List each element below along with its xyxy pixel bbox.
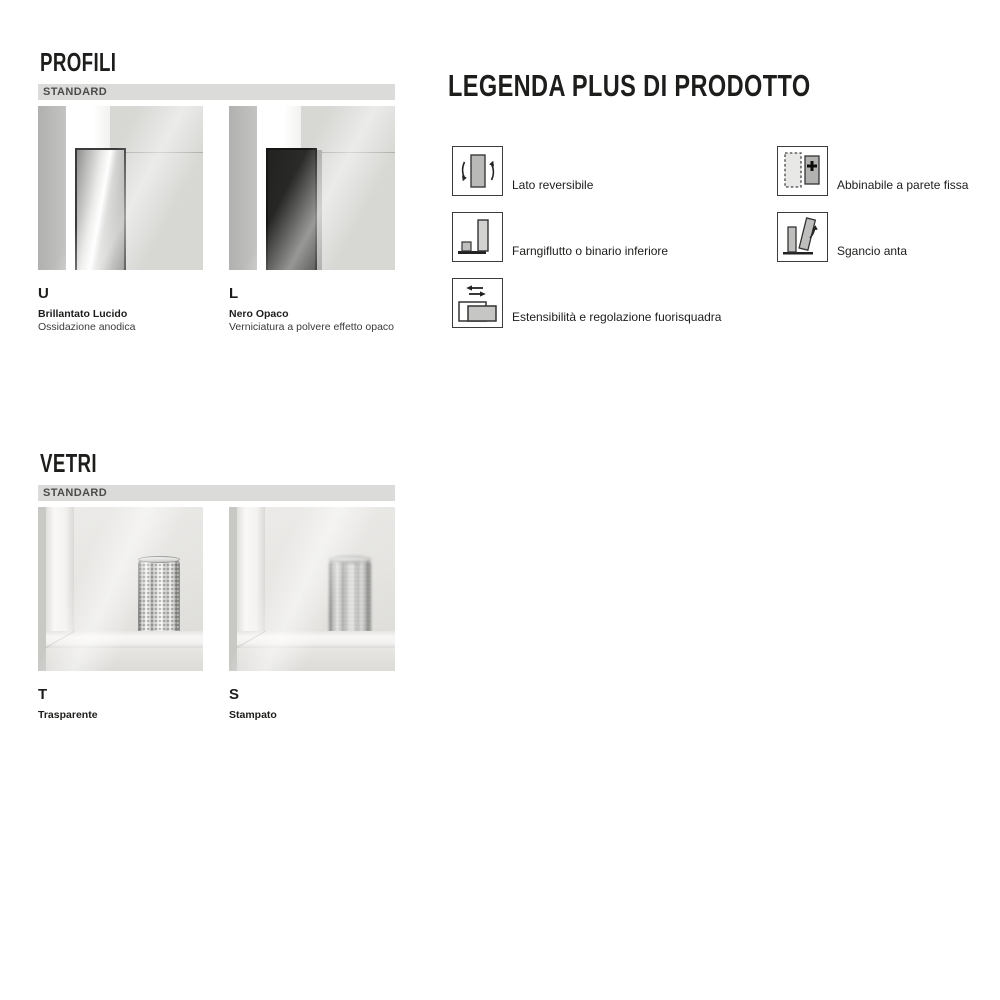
printed-glass-photo (229, 507, 395, 671)
glass-code: S (229, 686, 240, 703)
legend-icon-box (777, 146, 828, 196)
legend-icon-box (777, 212, 828, 262)
profili-section-title: PROFILI (40, 47, 117, 77)
glass-name: Stampato (229, 709, 277, 721)
legend-label: Abbinabile a parete fissa (837, 178, 969, 192)
light-sheen (38, 106, 203, 270)
legend-item (452, 212, 668, 262)
glass-code: T (38, 686, 48, 703)
glass-reflection (38, 507, 203, 671)
vetri-standard-band: STANDARD (38, 485, 395, 501)
profile-name: Brillantato Lucido (38, 308, 128, 320)
bottom-rail-icon (454, 214, 502, 260)
legend-label: Lato reversibile (512, 178, 594, 192)
legend-label: Estensibilità e regolazione fuorisquadra (512, 310, 722, 324)
glass-caption-t (38, 687, 218, 721)
profile-code: U (38, 285, 49, 302)
light-sheen (229, 106, 395, 270)
chrome-profile-photo (38, 106, 203, 270)
legend-label: Sgancio anta (837, 244, 908, 258)
door-release-icon (779, 214, 827, 260)
reversible-side-icon (454, 148, 502, 194)
extensibility-icon (454, 280, 502, 326)
profile-caption-l (229, 286, 409, 333)
glass-name: Trasparente (38, 709, 98, 721)
glass-caption-s (229, 687, 409, 721)
legend-item (452, 278, 721, 328)
black-profile-photo (229, 106, 395, 270)
legend-item (777, 146, 968, 196)
legend-label: Farngiflutto o binario inferiore (512, 244, 669, 258)
legend-item (452, 146, 593, 196)
profile-finish: Ossidazione anodica (38, 321, 136, 334)
vetri-section-title: VETRI (40, 448, 97, 478)
legend-icon-box (452, 212, 503, 262)
legenda-section-title: LEGENDA PLUS DI PRODOTTO (448, 68, 811, 103)
profile-name: Nero Opaco (229, 308, 289, 320)
legend-item (777, 212, 907, 262)
fixed-wall-icon (779, 148, 827, 194)
glass-reflection (229, 507, 395, 671)
profile-caption-u (38, 286, 218, 333)
legend-icon-box (452, 146, 503, 196)
profili-standard-band: STANDARD (38, 84, 395, 100)
profile-finish: Verniciatura a polvere effetto opaco (229, 321, 395, 334)
profile-code: L (229, 285, 239, 302)
transparent-glass-photo (38, 507, 203, 671)
legend-icon-box (452, 278, 503, 328)
